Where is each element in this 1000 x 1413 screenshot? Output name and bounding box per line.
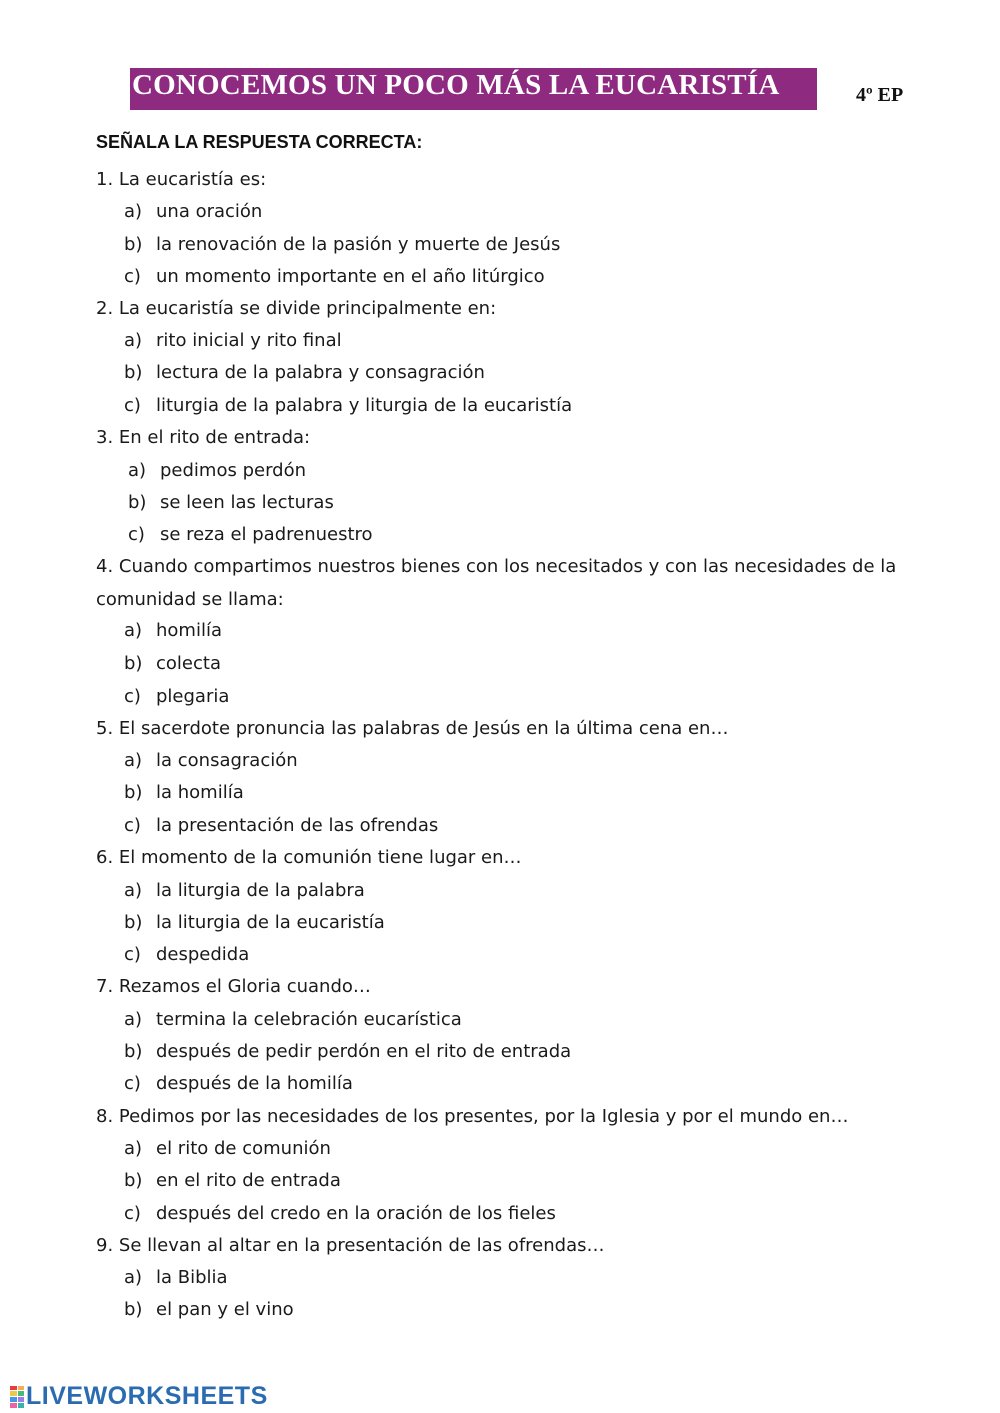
question-text: 6. El momento de la comunión tiene lugar en… bbox=[96, 847, 522, 868]
option-text: termina la celebración eucarística bbox=[156, 1009, 462, 1030]
option-letter: a) bbox=[124, 1267, 143, 1288]
answer-option[interactable] bbox=[124, 1170, 341, 1191]
answer-option[interactable] bbox=[124, 880, 365, 901]
option-text: una oración bbox=[156, 201, 263, 222]
answer-option[interactable] bbox=[124, 750, 298, 771]
page-title: CONOCEMOS UN POCO MÁS LA EUCARISTÍA bbox=[132, 69, 780, 101]
question-text: 5. El sacerdote pronuncia las palabras de Jesús en la última cena en… bbox=[96, 718, 729, 739]
option-letter: a) bbox=[124, 330, 143, 351]
instruction-heading: SEÑALA LA RESPUESTA CORRECTA: bbox=[96, 132, 423, 152]
option-letter: b) bbox=[128, 492, 147, 513]
answer-option[interactable] bbox=[124, 686, 229, 707]
option-text: colecta bbox=[156, 653, 221, 674]
question-text: 8. Pedimos por las necesidades de los presentes, por la Iglesia y por el mundo en… bbox=[96, 1106, 849, 1127]
answer-option[interactable] bbox=[124, 1267, 228, 1288]
option-text: pedimos perdón bbox=[160, 460, 307, 481]
option-text: la liturgia de la palabra bbox=[156, 880, 365, 901]
option-letter: b) bbox=[124, 653, 143, 674]
grade-label: 4º EP bbox=[856, 84, 904, 106]
option-letter: a) bbox=[124, 201, 143, 222]
answer-option[interactable] bbox=[124, 395, 572, 416]
answer-option[interactable] bbox=[128, 524, 373, 545]
option-text: despedida bbox=[156, 944, 250, 965]
option-text: en el rito de entrada bbox=[156, 1170, 341, 1191]
option-text: el pan y el vino bbox=[156, 1299, 294, 1320]
question-text-continued: comunidad se llama: bbox=[96, 589, 284, 610]
option-letter: a) bbox=[124, 1009, 143, 1030]
answer-option[interactable] bbox=[128, 460, 306, 481]
option-text: se reza el padrenuestro bbox=[160, 524, 373, 545]
answer-option[interactable] bbox=[124, 1203, 556, 1224]
option-letter: b) bbox=[124, 1041, 143, 1062]
option-letter: a) bbox=[124, 880, 143, 901]
answer-option[interactable] bbox=[128, 492, 334, 513]
option-text: homilía bbox=[156, 620, 222, 641]
option-text: después de pedir perdón en el rito de entrada bbox=[156, 1041, 572, 1062]
option-letter: a) bbox=[124, 1138, 143, 1159]
answer-option[interactable] bbox=[124, 362, 485, 383]
option-letter: a) bbox=[124, 750, 143, 771]
option-letter: c) bbox=[124, 266, 141, 287]
option-text: la homilía bbox=[156, 782, 244, 803]
option-letter: c) bbox=[124, 686, 141, 707]
option-letter: a) bbox=[128, 460, 147, 481]
answer-option[interactable] bbox=[124, 201, 262, 222]
answer-option[interactable] bbox=[124, 266, 545, 287]
answer-option[interactable] bbox=[124, 1041, 571, 1062]
option-letter: c) bbox=[124, 815, 141, 836]
question-text: 9. Se llevan al altar en la presentación de las ofrendas… bbox=[96, 1235, 605, 1256]
option-text: un momento importante en el año litúrgico bbox=[156, 266, 545, 287]
answer-option[interactable] bbox=[124, 815, 438, 836]
question-text: 3. En el rito de entrada: bbox=[96, 427, 311, 448]
answer-option[interactable] bbox=[124, 1138, 331, 1159]
option-letter: b) bbox=[124, 1299, 143, 1320]
question-text: 4. Cuando compartimos nuestros bienes con los necesitados y con las necesidades de la bbox=[96, 556, 897, 577]
option-text: liturgia de la palabra y liturgia de la eucaristía bbox=[156, 395, 573, 416]
option-letter: a) bbox=[124, 620, 143, 641]
option-letter: b) bbox=[124, 912, 143, 933]
option-letter: b) bbox=[124, 234, 143, 255]
option-text: lectura de la palabra y consagración bbox=[156, 362, 485, 383]
option-text: la consagración bbox=[156, 750, 298, 771]
answer-option[interactable] bbox=[124, 620, 222, 641]
answer-option[interactable] bbox=[124, 944, 249, 965]
option-letter: b) bbox=[124, 362, 143, 383]
option-letter: c) bbox=[124, 944, 141, 965]
answer-option[interactable] bbox=[124, 782, 244, 803]
option-letter: c) bbox=[124, 1073, 141, 1094]
option-letter: b) bbox=[124, 1170, 143, 1191]
answer-option[interactable] bbox=[124, 330, 342, 351]
option-text: la Biblia bbox=[156, 1267, 228, 1288]
question-text: 1. La eucaristía es: bbox=[96, 169, 267, 190]
option-text: plegaria bbox=[156, 686, 230, 707]
option-letter: c) bbox=[128, 524, 145, 545]
option-text: se leen las lecturas bbox=[160, 492, 334, 513]
question-text: 7. Rezamos el Gloria cuando… bbox=[96, 976, 371, 997]
option-text: la presentación de las ofrendas bbox=[156, 815, 439, 836]
liveworksheets-logo-icon bbox=[10, 1386, 24, 1408]
option-text: rito inicial y rito final bbox=[156, 330, 342, 351]
option-text: la liturgia de la eucaristía bbox=[156, 912, 385, 933]
option-text: después de la homilía bbox=[156, 1073, 353, 1094]
option-text: después del credo en la oración de los fieles bbox=[156, 1203, 556, 1224]
option-text: el rito de comunión bbox=[156, 1138, 331, 1159]
answer-option[interactable] bbox=[124, 1299, 294, 1320]
answer-option[interactable] bbox=[124, 1009, 462, 1030]
brand-name: LIVEWORKSHEETS bbox=[26, 1382, 268, 1410]
footer-brand[interactable] bbox=[10, 1382, 268, 1411]
option-letter: c) bbox=[124, 1203, 141, 1224]
answer-option[interactable] bbox=[124, 234, 560, 255]
option-text: la renovación de la pasión y muerte de Jesús bbox=[156, 234, 561, 255]
question-text: 2. La eucaristía se divide principalmente en: bbox=[96, 298, 497, 319]
answer-option[interactable] bbox=[124, 1073, 353, 1094]
answer-option[interactable] bbox=[124, 912, 385, 933]
option-letter: b) bbox=[124, 782, 143, 803]
option-letter: c) bbox=[124, 395, 141, 416]
answer-option[interactable] bbox=[124, 653, 221, 674]
